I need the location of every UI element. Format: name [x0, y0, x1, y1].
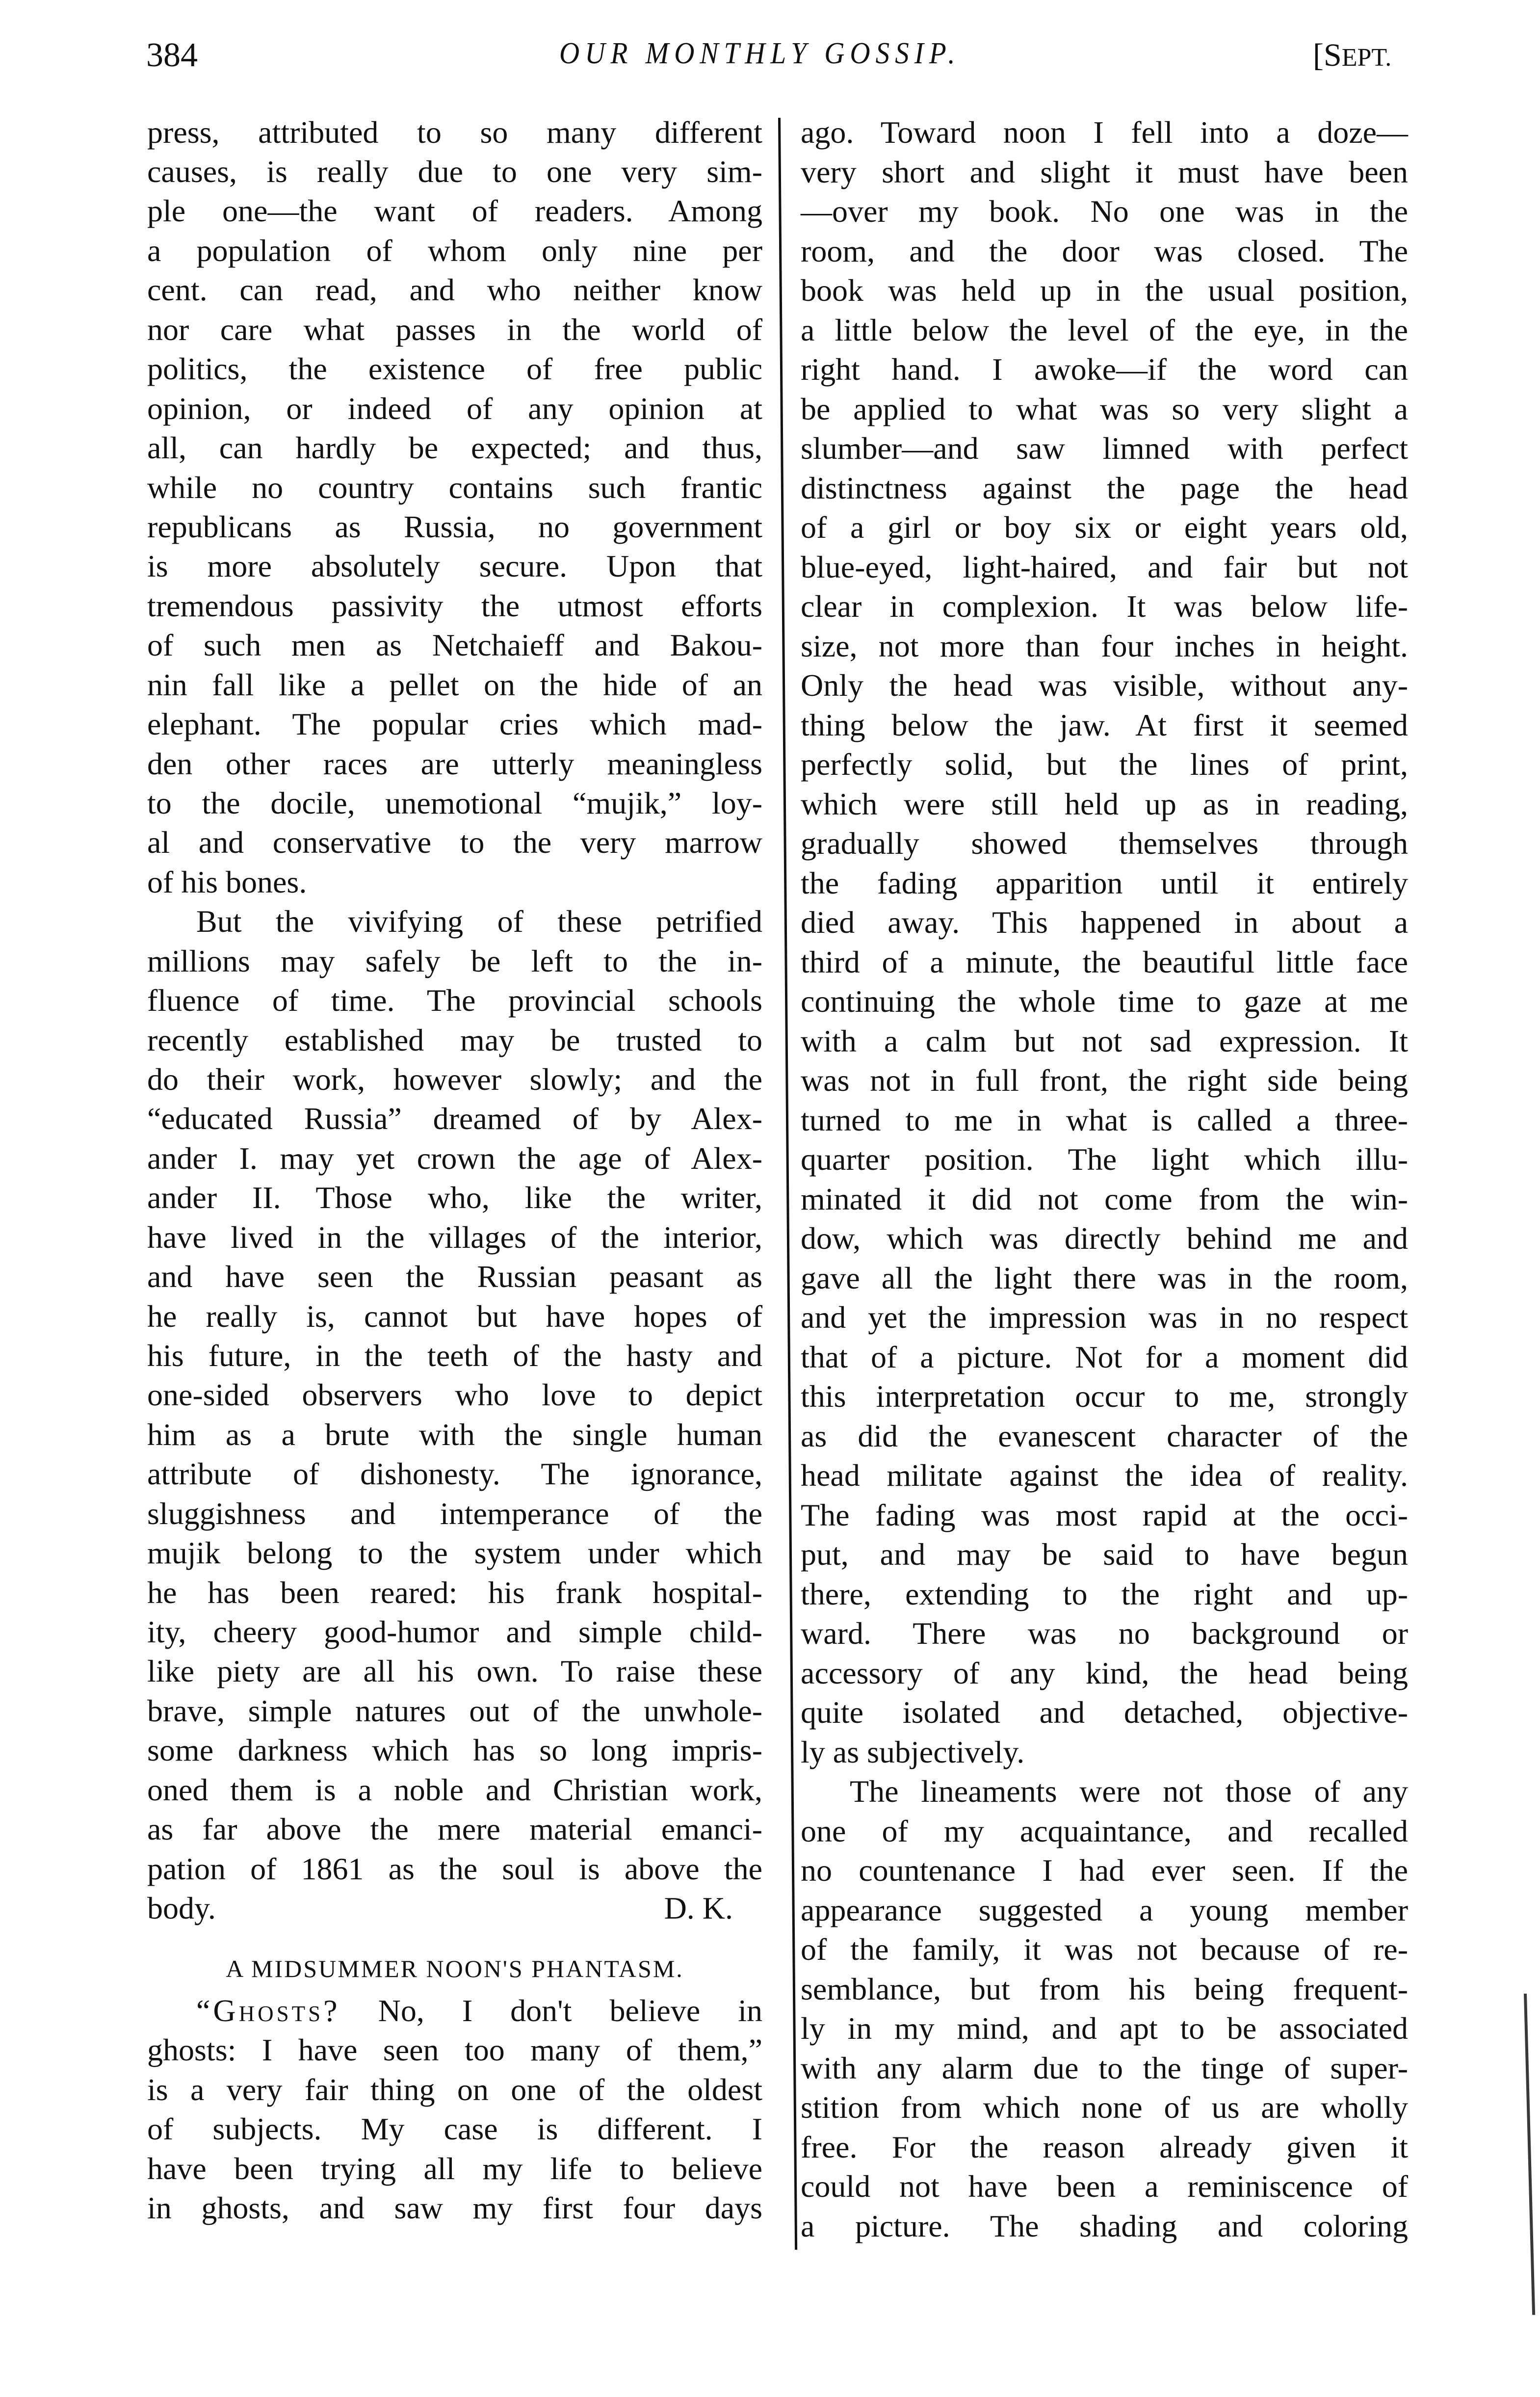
- text-line: like piety are all his own. To raise these: [147, 1654, 762, 1688]
- text-line: But the vivifying of these petrified: [196, 904, 762, 939]
- text-line: of such men as Netchaieff and Bakou-: [147, 628, 762, 662]
- text-line: causes, is really due to one very sim-: [147, 154, 762, 189]
- text-line: one of my acquaintance, and recalled: [801, 1814, 1408, 1848]
- text-line: have been trying all my life to believe: [147, 2151, 762, 2186]
- text-line: attribute of dishonesty. The ignorance,: [147, 1456, 762, 1491]
- scan-edge-artifact: [1524, 1994, 1535, 2315]
- text-line: tremendous passivity the utmost efforts: [147, 588, 762, 623]
- text-line: clear in complexion. It was below life-: [801, 589, 1408, 624]
- text-line: all, can hardly be expected; and thus,: [147, 430, 762, 465]
- text-line: turned to me in what is called a three-: [801, 1103, 1408, 1137]
- text-line: room, and the door was closed. The: [801, 234, 1408, 268]
- text-line: republicans as Russia, no government: [147, 509, 762, 544]
- text-line: in ghosts, and saw my first four days: [147, 2190, 762, 2225]
- month-initial: S: [1323, 37, 1342, 73]
- text-line: ward. There was no background or: [801, 1616, 1408, 1651]
- text-line: dow, which was directly behind me and: [801, 1221, 1408, 1256]
- text-line: “educated Russia” dreamed of by Alex-: [147, 1101, 762, 1136]
- page-number: 384: [146, 36, 198, 74]
- text-line: distinctness against the page the head: [801, 471, 1408, 505]
- text-line: of a girl or boy six or eight years old,: [801, 510, 1408, 545]
- text-line: is a very fair thing on one of the oldest: [147, 2072, 762, 2107]
- month-bracket: [: [1313, 37, 1324, 73]
- text-line: ghosts: I have seen too many of them,”: [147, 2032, 762, 2067]
- text-line: gave all the light there was in the room,: [801, 1261, 1408, 1295]
- text-line: brave, simple natures out of the unwhole-: [147, 1693, 762, 1728]
- text-line: to the docile, unemotional “mujik,” loy-: [147, 786, 762, 820]
- month-rest: EPT.: [1341, 44, 1392, 72]
- running-title: OUR MONTHLY GOSSIP.: [559, 37, 961, 70]
- text-line: a population of whom only nine per: [147, 233, 762, 268]
- text-line: oned them is a noble and Christian work,: [147, 1772, 762, 1807]
- text-line: nor care what passes in the world of: [147, 312, 762, 347]
- text-line: as far above the mere material emanci-: [147, 1812, 762, 1846]
- text-line: one-sided observers who love to depict: [147, 1377, 762, 1412]
- text-line: while no country contains such frantic: [147, 470, 762, 505]
- text-line: sluggishness and intemperance of the: [147, 1496, 762, 1531]
- author-signature: D. K.: [664, 1891, 733, 1925]
- text-line: perfectly solid, but the lines of print,: [801, 747, 1408, 782]
- text-line: The fading was most rapid at the occi-: [801, 1498, 1408, 1532]
- text-line: gradually showed themselves through: [801, 826, 1408, 861]
- text-line: cent. can read, and who neither know: [147, 272, 762, 307]
- column-divider: [778, 118, 797, 2250]
- text-line: ple one—the want of readers. Among: [147, 193, 762, 228]
- text-line: thing below the jaw. At first it seemed: [801, 708, 1408, 742]
- text-line: do their work, however slowly; and the: [147, 1062, 762, 1097]
- text-line: have lived in the villages of the interior,: [147, 1220, 762, 1255]
- text-line: a picture. The shading and coloring: [801, 2209, 1408, 2243]
- text-line: and have seen the Russian peasant as: [147, 1259, 762, 1294]
- text-line: him as a brute with the single human: [147, 1417, 762, 1452]
- issue-month: [1313, 39, 1391, 72]
- text-line: as did the evanescent character of the: [801, 1419, 1408, 1453]
- text-line: book was held up in the usual position,: [801, 273, 1408, 308]
- text-line: head militate against the idea of reality.: [801, 1458, 1408, 1493]
- text-line: is more absolutely secure. Upon that: [147, 549, 762, 583]
- text-line: be applied to what was so very slight a: [801, 392, 1408, 426]
- text-line: right hand. I awoke—if the word can: [801, 352, 1408, 387]
- text-line: of the family, it was not because of re-: [801, 1932, 1408, 1967]
- text-line: a little below the level of the eye, in the: [801, 313, 1408, 347]
- text-line: politics, the existence of free public: [147, 351, 762, 386]
- text-line: The lineaments were not those of any: [850, 1774, 1408, 1809]
- text-run: No, I don't believe in: [378, 1993, 763, 2028]
- text-line: minated it did not come from the win-: [801, 1182, 1408, 1216]
- text-line: that of a picture. Not for a moment did: [801, 1340, 1408, 1374]
- text-line: he really is, cannot but have hopes of: [147, 1299, 762, 1334]
- text-line: recently established may be trusted to: [147, 1023, 762, 1057]
- article-heading: A MIDSUMMER NOON'S PHANTASM.: [226, 1955, 684, 1982]
- closing-word: body.: [147, 1891, 216, 1925]
- text-line: his future, in the teeth of the hasty and: [147, 1338, 762, 1373]
- text-line: semblance, but from his being frequent-: [801, 1972, 1408, 2006]
- text-line: could not have been a reminiscence of: [801, 2169, 1408, 2204]
- text-line: very short and slight it must have been: [801, 155, 1408, 189]
- text-line: quarter position. The light which illu-: [801, 1142, 1408, 1177]
- drop-word: “Ghosts?: [196, 1993, 340, 2028]
- text-line: with any alarm due to the tinge of super-: [801, 2051, 1408, 2085]
- text-line: blue-eyed, light-haired, and fair but not: [801, 550, 1408, 584]
- text-line: the fading apparition until it entirely: [801, 866, 1408, 900]
- text-line: third of a minute, the beautiful little face: [801, 945, 1408, 979]
- text-line: ly as subjectively.: [801, 1735, 1025, 1769]
- text-line: ly in my mind, and apt to be associated: [801, 2011, 1408, 2046]
- text-line: was not in full front, the right side being: [801, 1063, 1408, 1098]
- text-line: free. For the reason already given it: [801, 2130, 1408, 2164]
- text-line: fluence of time. The provincial schools: [147, 983, 762, 1018]
- text-line: and yet the impression was in no respect: [801, 1300, 1408, 1335]
- text-line: al and conservative to the very marrow: [147, 825, 762, 860]
- text-line: ago. Toward noon I fell into a doze—: [801, 115, 1408, 150]
- text-line: ity, cheery good-humor and simple child-: [147, 1614, 762, 1649]
- text-line: —over my book. No one was in the: [801, 194, 1408, 229]
- text-line: pation of 1861 as the soul is above the: [147, 1851, 762, 1886]
- text-line: quite isolated and detached, objective-: [801, 1695, 1408, 1730]
- text-line: ander I. may yet crown the age of Alex-: [147, 1141, 762, 1176]
- text-line: of subjects. My case is different. I: [147, 2111, 762, 2146]
- text-line: with a calm but not sad expression. It: [801, 1024, 1408, 1058]
- text-line: appearance suggested a young member: [801, 1893, 1408, 1927]
- text-line: he has been reared: his frank hospital-: [147, 1575, 762, 1610]
- text-line: Only the head was visible, without any-: [801, 668, 1408, 703]
- text-line: press, attributed to so many different: [147, 115, 762, 150]
- text-line: [147, 1889, 762, 1928]
- text-line: size, not more than four inches in height.: [801, 629, 1408, 663]
- text-line: den other races are utterly meaningless: [147, 746, 762, 781]
- text-line: died away. This happened in about a: [801, 905, 1408, 940]
- text-line: elephant. The popular cries which mad-: [147, 707, 762, 741]
- text-line: [147, 1991, 762, 2030]
- text-line: continuing the whole time to gaze at me: [801, 984, 1408, 1019]
- text-line: stition from which none of us are wholly: [801, 2090, 1408, 2125]
- text-line: no countenance I had ever seen. If the: [801, 1853, 1408, 1888]
- text-line: ander II. Those who, like the writer,: [147, 1180, 762, 1215]
- text-line: some darkness which has so long impris-: [147, 1733, 762, 1767]
- text-line: slumber—and saw limned with perfect: [801, 431, 1408, 466]
- text-line: nin fall like a pellet on the hide of an: [147, 667, 762, 702]
- text-line: accessory of any kind, the head being: [801, 1656, 1408, 1690]
- text-line: of his bones.: [147, 865, 307, 899]
- text-line: mujik belong to the system under which: [147, 1535, 762, 1570]
- text-line: which were still held up as in reading,: [801, 787, 1408, 821]
- text-line: opinion, or indeed of any opinion at: [147, 391, 762, 426]
- text-line: put, and may be said to have begun: [801, 1537, 1408, 1572]
- text-line: millions may safely be left to the in-: [147, 944, 762, 978]
- text-line: this interpretation occur to me, strongly: [801, 1379, 1408, 1414]
- text-line: there, extending to the right and up-: [801, 1577, 1408, 1611]
